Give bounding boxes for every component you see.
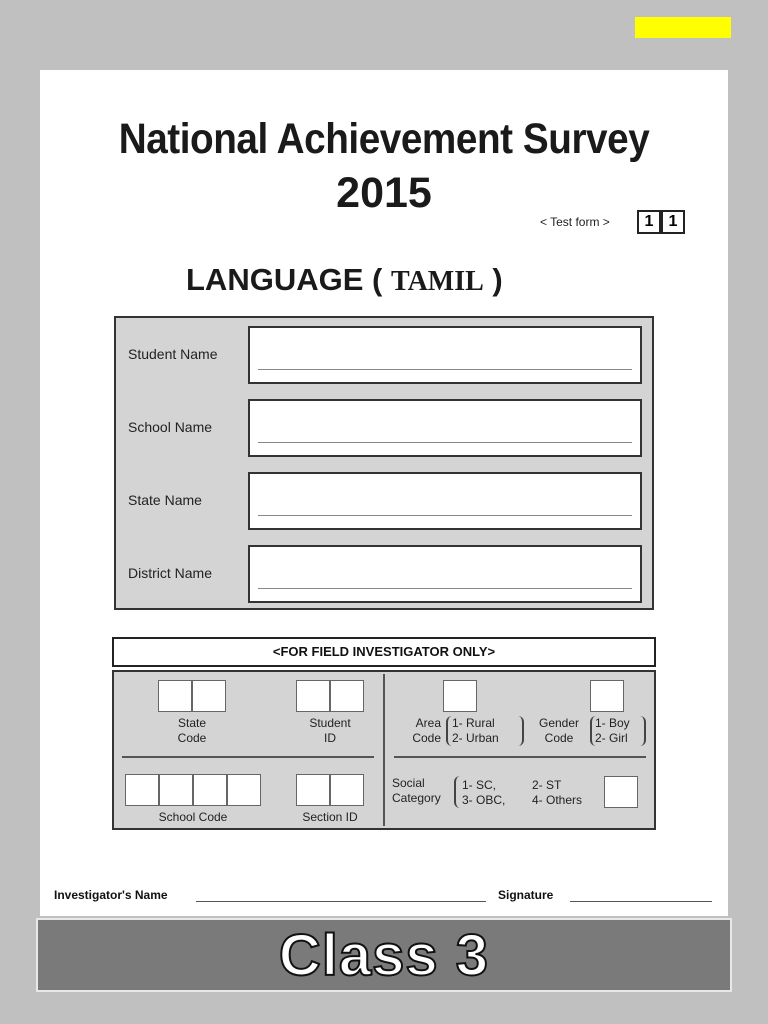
school-code-box-3[interactable] [193,774,227,806]
school-name-label: School Name [128,419,213,435]
state-code-box-2[interactable] [192,680,226,712]
social-option-sc: 1- SC, [462,778,497,792]
student-details-panel [114,316,654,610]
school-code-box-1[interactable] [125,774,159,806]
investigator-name-line[interactable] [196,901,486,902]
section-id-label: Section ID [302,810,358,824]
investigator-name-label: Investigator's Name [54,888,168,902]
state-name-field[interactable] [248,472,642,530]
test-form-digit-1: 1 [637,210,661,234]
language-close-paren: ) [492,262,503,297]
signature-label: Signature [498,888,554,902]
yellow-tag [635,17,731,38]
language-heading [186,262,503,298]
social-option-others: 4- Others [532,793,583,807]
social-category-box[interactable] [604,776,638,808]
social-category-label: Social Category [392,776,441,805]
field-investigator-panel [112,670,656,830]
test-form-label: < Test form > [540,215,610,229]
field-investigator-header: <FOR FIELD INVESTIGATOR ONLY> [112,637,656,667]
language-open-paren: ( [372,262,383,297]
section-id-box-2[interactable] [330,774,364,806]
panel-vertical-divider [383,674,385,826]
state-name-label: State Name [128,492,202,508]
section-id-box-1[interactable] [296,774,330,806]
area-code-box[interactable] [443,680,477,712]
gender-code-options: 1- Boy 2- Girl [590,716,646,746]
student-id-box-2[interactable] [330,680,364,712]
test-form-digit-2: 1 [661,210,685,234]
student-id-label: Student ID [309,716,351,745]
social-option-st: 2- ST [532,778,562,792]
survey-title: National Achievement Survey [118,115,650,163]
student-id-box-1[interactable] [296,680,330,712]
gender-code-label: Gender Code [538,716,580,745]
class-banner [36,918,732,992]
student-name-field[interactable] [248,326,642,384]
right-horizontal-divider [394,756,646,758]
district-name-field[interactable] [248,545,642,603]
social-option-obc: 3- OBC, [462,793,506,807]
area-code-label: Area Code [412,716,441,745]
school-code-box-4[interactable] [227,774,261,806]
gender-code-box[interactable] [590,680,624,712]
state-code-label: State Code [177,716,207,745]
area-code-options: 1- Rural 2- Urban [446,716,524,746]
language-name: TAMIL [390,266,484,297]
left-horizontal-divider [122,756,374,758]
student-name-row [116,326,652,384]
district-name-row [116,545,652,603]
survey-cover-page [40,70,728,916]
district-name-label: District Name [128,565,213,581]
student-name-label: Student Name [128,346,218,362]
survey-year: 2015 [336,169,432,217]
state-code-box-1[interactable] [158,680,192,712]
signature-line[interactable] [570,901,712,902]
class-label: Class 3 [278,923,490,988]
school-name-field[interactable] [248,399,642,457]
school-name-row [116,399,652,457]
language-label: LANGUAGE [186,262,364,297]
school-code-label: School Code [158,810,228,824]
state-name-row [116,472,652,530]
social-category-options [454,776,600,808]
school-code-box-2[interactable] [159,774,193,806]
